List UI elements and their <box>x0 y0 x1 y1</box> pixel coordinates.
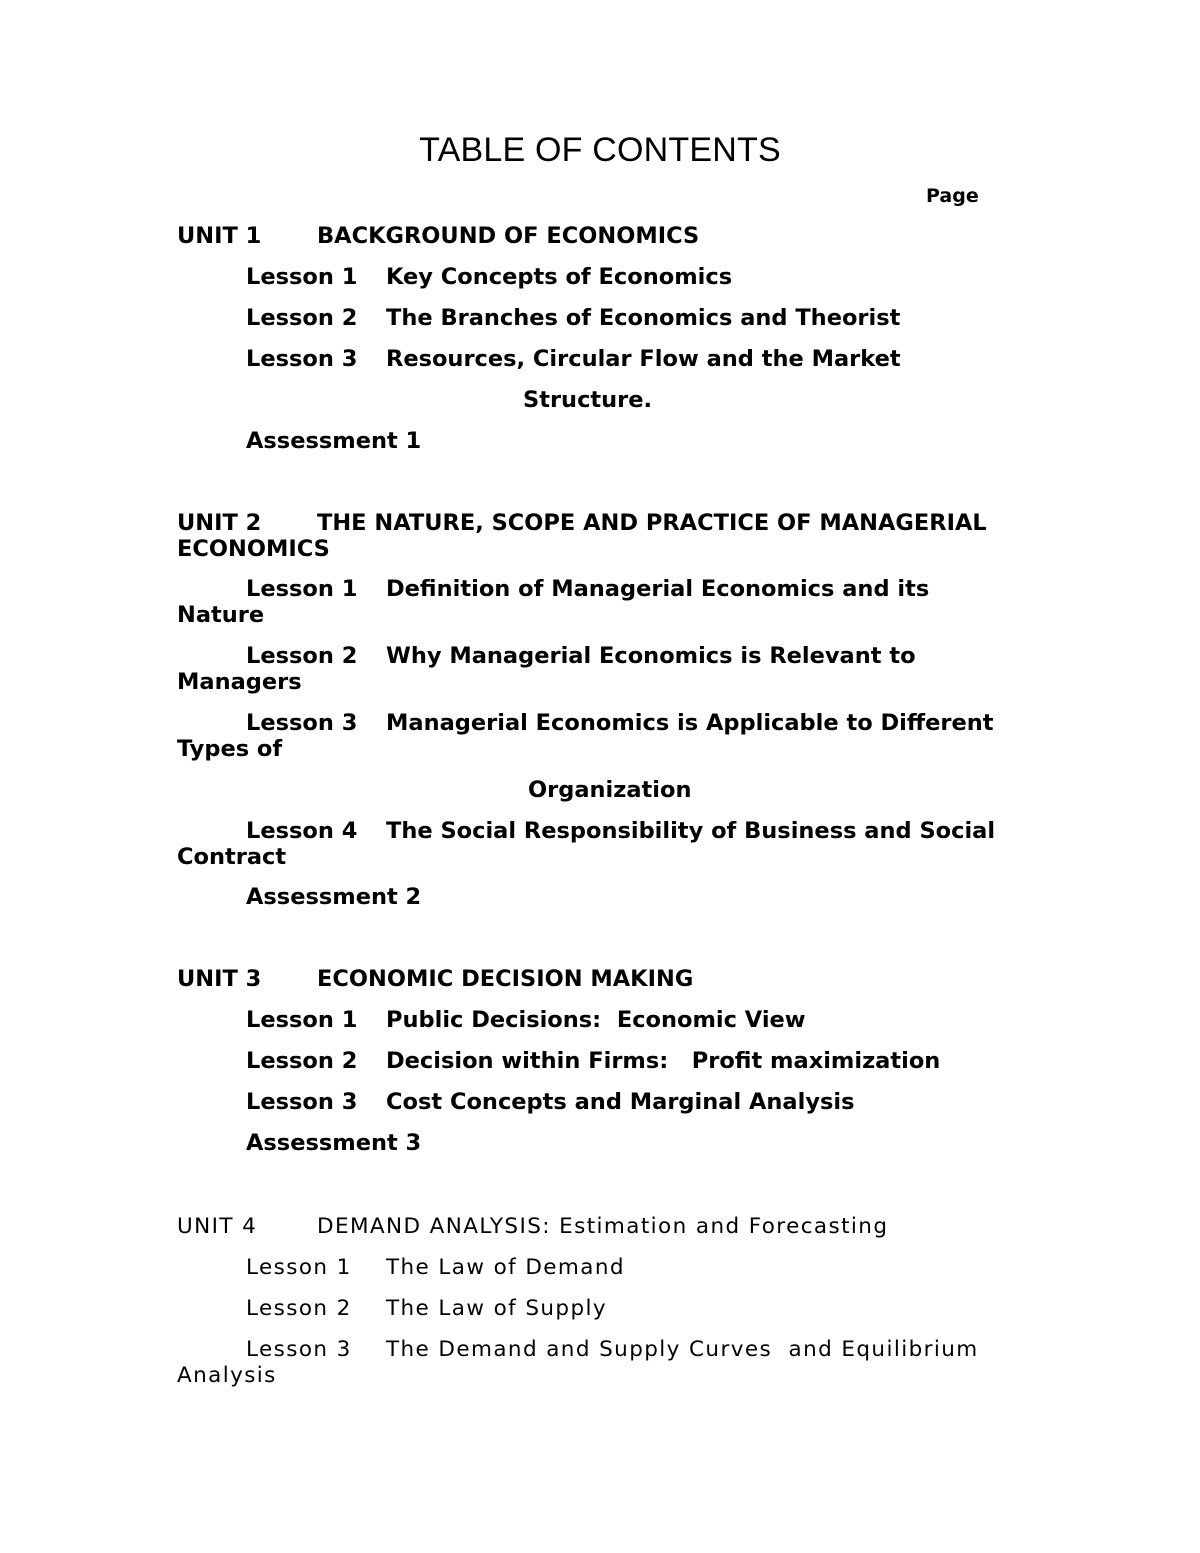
lesson-title: Key Concepts of Economics <box>386 264 733 290</box>
toc-entry <box>246 576 929 602</box>
lesson-title-wrap: Analysis <box>177 1363 277 1388</box>
lesson-number: Lesson 3 <box>246 710 358 736</box>
lesson-title: The Branches of Economics and Theorist <box>386 305 901 331</box>
toc-entry <box>246 1048 940 1074</box>
lesson-number: Lesson 4 <box>246 818 358 844</box>
unit-title-wrap: ECONOMICS <box>177 536 330 562</box>
unit-title: ECONOMIC DECISION MAKING <box>317 966 694 992</box>
lesson-number: Lesson 3 <box>246 346 358 372</box>
toc-entry <box>246 346 901 372</box>
lesson-title: The Demand and Supply Curves and Equilibrium <box>386 1337 979 1362</box>
lesson-title: Definition of Managerial Economics and its <box>386 576 930 602</box>
lesson-number: Lesson 3 <box>246 1337 352 1362</box>
lesson-title: Public Decisions: Economic View <box>386 1007 806 1033</box>
lesson-number: Lesson 2 <box>246 1048 358 1074</box>
toc-entry <box>246 710 994 736</box>
lesson-title-wrap: Nature <box>177 602 265 628</box>
unit-number: UNIT 2 <box>177 510 262 536</box>
lesson-title-wrap: Contract <box>177 844 287 870</box>
lesson-title-continuation: Structure. <box>523 387 653 413</box>
toc-entry <box>246 643 916 669</box>
lesson-number: Lesson 1 <box>246 576 358 602</box>
lesson-title: Why Managerial Economics is Relevant to <box>386 643 916 669</box>
unit-number: UNIT 4 <box>177 1214 258 1239</box>
page-title: TABLE OF CONTENTS <box>419 131 781 169</box>
assessment-entry: Assessment 1 <box>246 428 422 454</box>
lesson-number: Lesson 1 <box>246 1255 352 1280</box>
unit-number: UNIT 1 <box>177 223 262 249</box>
toc-entry <box>246 1007 806 1033</box>
lesson-title-continuation: Organization <box>528 777 692 803</box>
toc-entry <box>246 264 732 290</box>
unit-heading <box>177 223 699 249</box>
toc-entry <box>246 1337 979 1363</box>
unit-title: THE NATURE, SCOPE AND PRACTICE OF MANAGERIAL <box>317 510 987 536</box>
lesson-number: Lesson 3 <box>246 1089 358 1115</box>
unit-heading <box>177 510 987 536</box>
assessment-entry: Assessment 2 <box>246 884 422 910</box>
lesson-title: The Social Responsibility of Business and Social <box>386 818 996 844</box>
page-column-label: Page <box>926 185 979 207</box>
lesson-title-wrap: Types of <box>177 736 283 762</box>
toc-entry <box>246 818 995 844</box>
lesson-number: Lesson 2 <box>246 1296 352 1321</box>
unit-title: BACKGROUND OF ECONOMICS <box>317 223 700 249</box>
lesson-title: Managerial Economics is Applicable to Different <box>386 710 994 736</box>
lesson-title-wrap: Managers <box>177 669 302 695</box>
lesson-number: Lesson 2 <box>246 643 358 669</box>
toc-entry <box>246 1089 855 1115</box>
lesson-title: Resources, Circular Flow and the Market <box>386 346 901 372</box>
lesson-title: The Law of Demand <box>386 1255 625 1280</box>
lesson-title: The Law of Supply <box>386 1296 608 1321</box>
unit-heading <box>177 966 693 992</box>
toc-entry <box>246 1255 625 1281</box>
lesson-title: Cost Concepts and Marginal Analysis <box>386 1089 855 1115</box>
unit-number: UNIT 3 <box>177 966 262 992</box>
toc-entry <box>246 1296 607 1322</box>
lesson-number: Lesson 1 <box>246 264 358 290</box>
lesson-number: Lesson 2 <box>246 305 358 331</box>
unit-title: DEMAND ANALYSIS: Estimation and Forecasting <box>317 1214 889 1239</box>
assessment-entry: Assessment 3 <box>246 1130 422 1156</box>
unit-heading <box>177 1214 888 1240</box>
toc-entry <box>246 305 900 331</box>
lesson-title: Decision within Firms: Profit maximization <box>386 1048 941 1074</box>
lesson-number: Lesson 1 <box>246 1007 358 1033</box>
